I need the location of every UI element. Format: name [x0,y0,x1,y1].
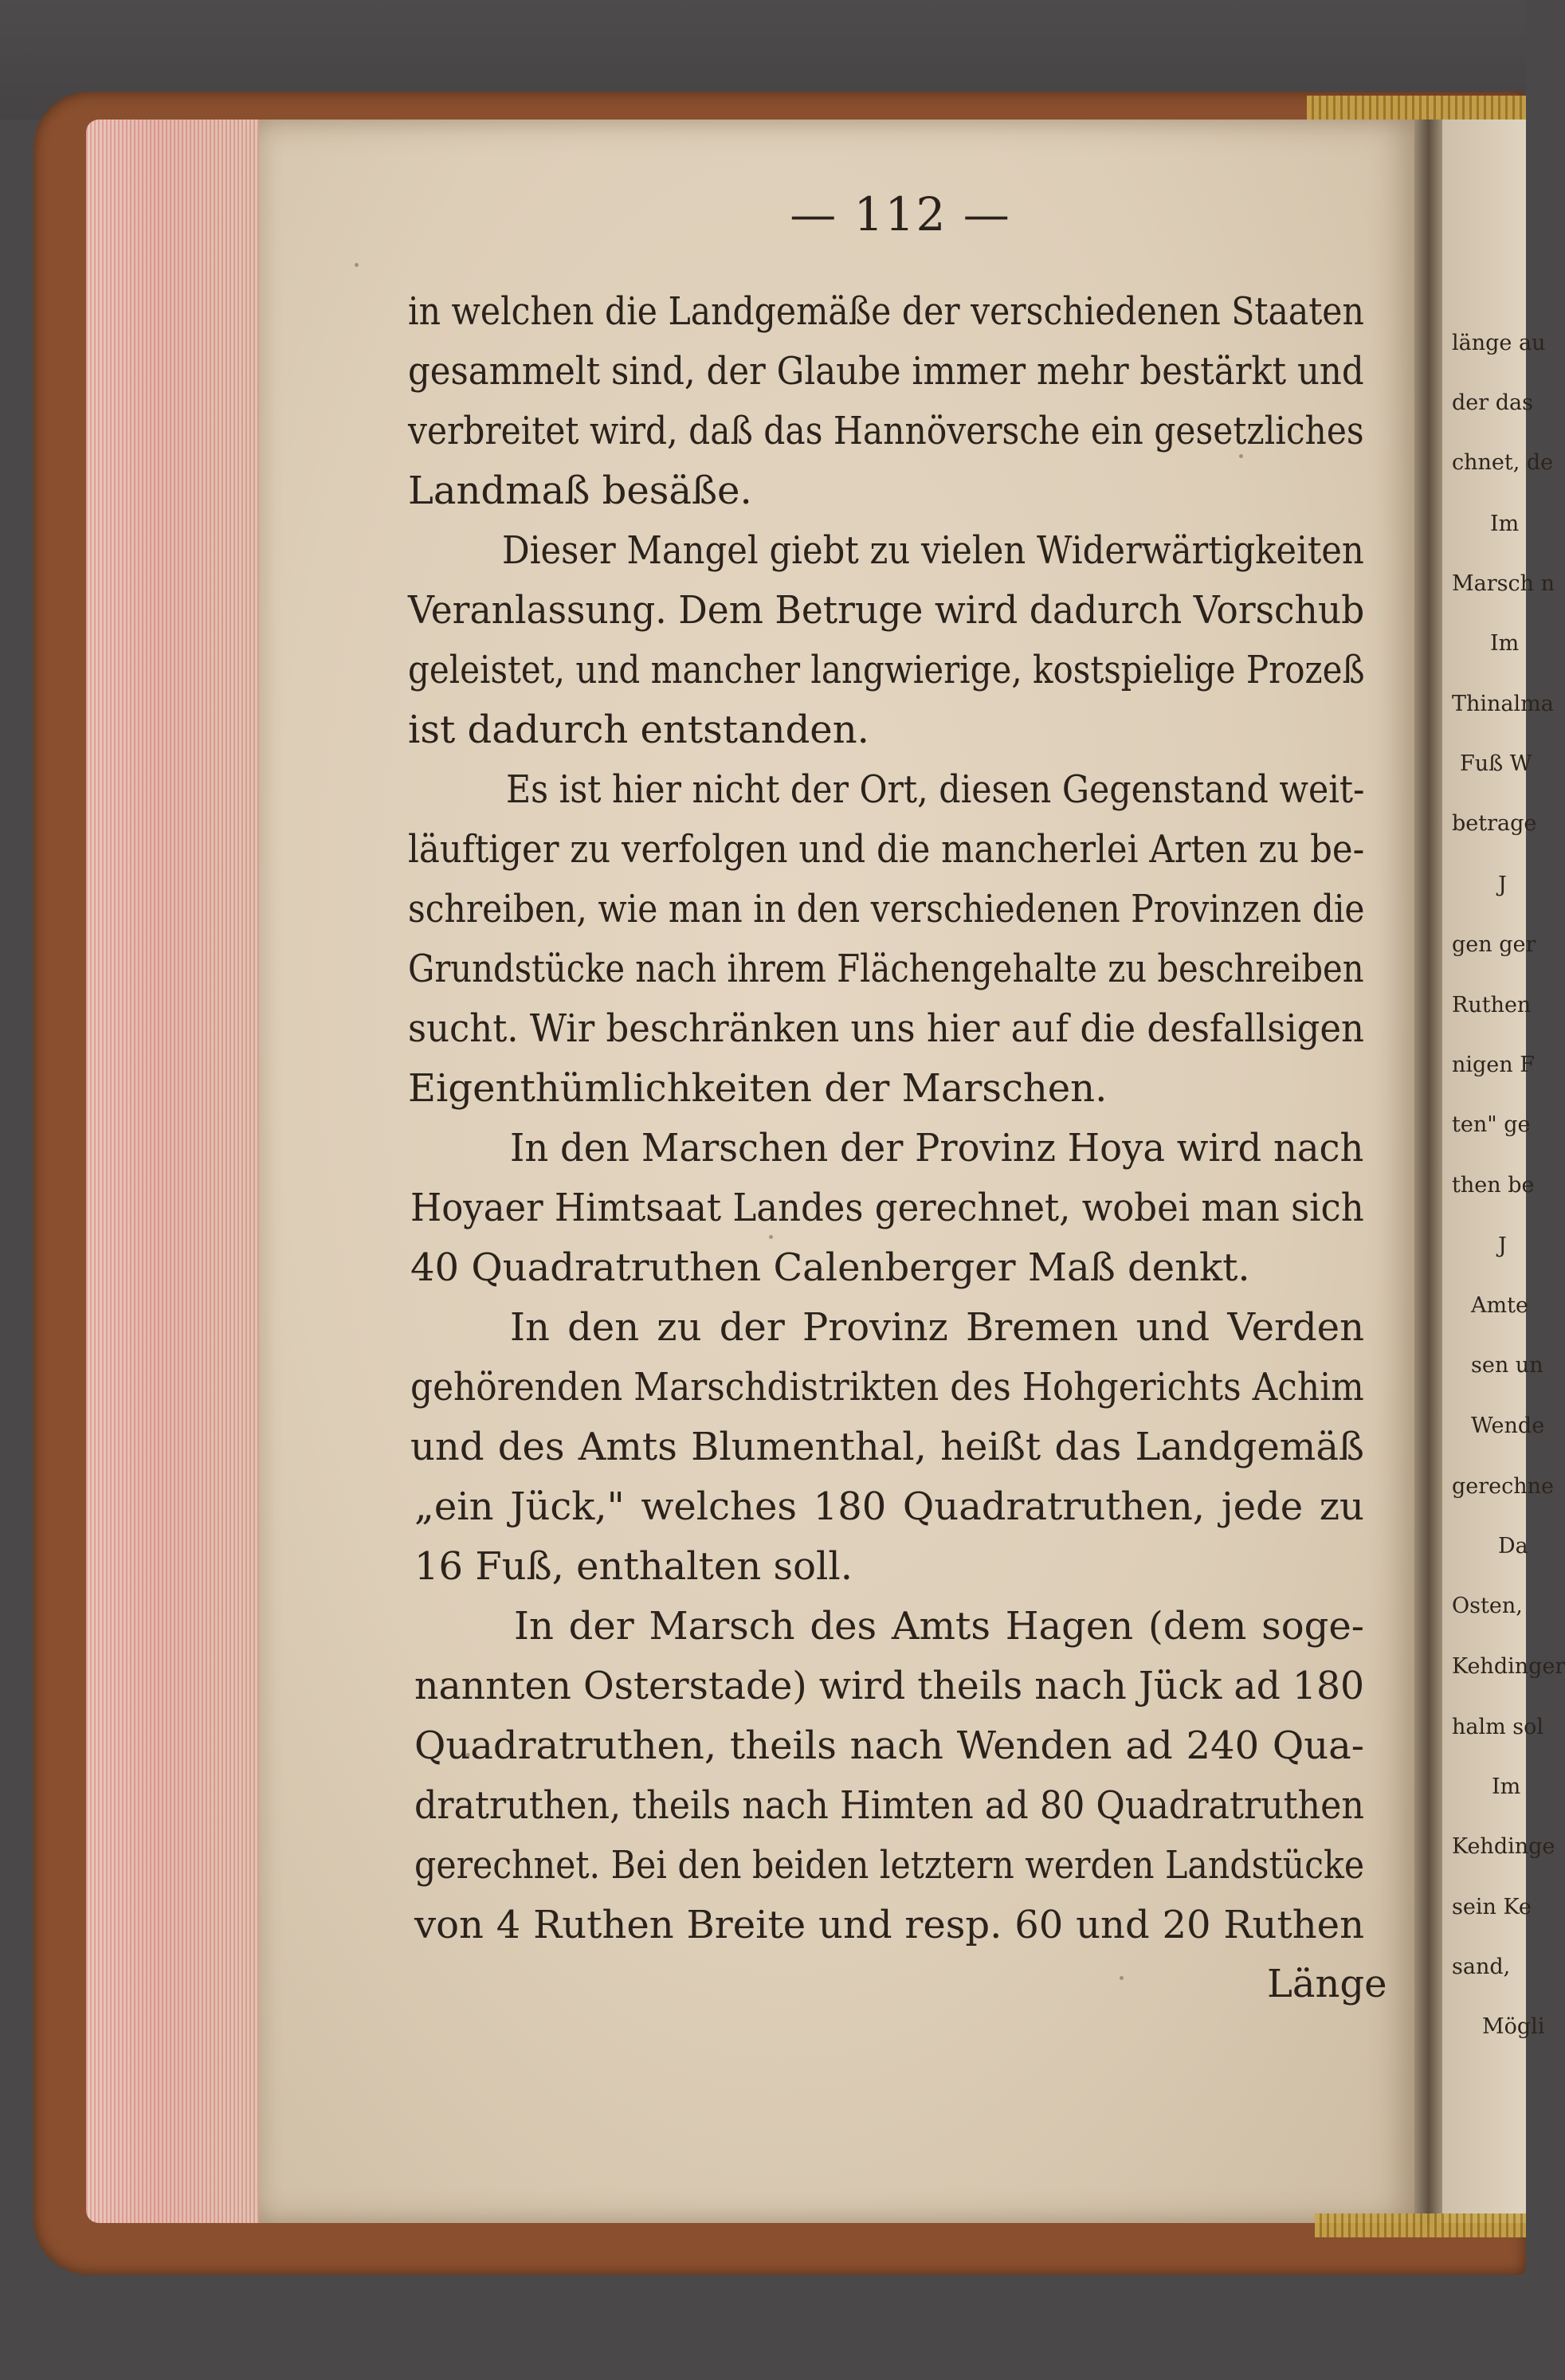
text-line: Hoyaer Himtsaat Landes gerechnet, wobei man sich [410,1186,1364,1230]
facing-fragment: nigen F [1452,1053,1535,1077]
facing-fragment: der das [1452,390,1533,415]
facing-fragment: Marsch n [1452,571,1555,596]
text-line: „ein Jück," welches 180 Quadratruthen, jede zu [414,1484,1364,1529]
page-edges [86,120,261,2223]
text-line: gerechnet. Bei den beiden letztern werden Landstücke [414,1843,1365,1888]
facing-fragment: chnet, de [1452,450,1554,475]
facing-fragment: Ruthen [1452,993,1532,1017]
facing-fragment: Im [1490,631,1520,656]
text-line: Landmaß besäße. [408,469,752,513]
facing-fragment: betrage [1452,811,1537,836]
catchword: Länge [1267,1962,1387,2006]
facing-fragment: sand, [1452,1955,1511,1979]
text-line: Es ist hier nicht der Ort, diesen Gegenstand weit- [506,767,1365,812]
facing-fragment: ten" ge [1452,1112,1531,1137]
facing-fragment: J [1498,1233,1507,1258]
text-line: gesammelt sind, der Glaube immer mehr bestärkt und [408,349,1364,394]
facing-fragment: gerechne [1452,1474,1555,1499]
facing-fragment: Mögli [1482,2014,1545,2039]
text-line: In der Marsch des Amts Hagen (dem soge- [514,1604,1364,1649]
facing-fragment: Fuß W [1460,751,1532,776]
text-line: Grundstücke nach ihrem Flächengehalte zu beschreiben [408,947,1364,991]
facing-fragment: halm sol [1452,1715,1544,1739]
text-line: nannten Osterstade) wird theils nach Jück ad 180 [414,1664,1365,1708]
facing-fragment: sein Ke [1452,1895,1532,1919]
facing-fragment: Osten, [1452,1594,1523,1618]
facing-fragment: gen ger [1452,932,1536,957]
text-line: in welchen die Landgemäße der verschiedenen Staaten [408,289,1364,334]
text-line: dratruthen, theils nach Himten ad 80 Quadratruthen [414,1783,1364,1828]
text-line: Veranlassung. Dem Betruge wird dadurch Vorschub [408,588,1365,633]
text-line: von 4 Ruthen Breite und resp. 60 und 20 Ruthen [414,1903,1364,1947]
facing-fragment: Im [1492,1774,1521,1799]
page-number: — 112 — [790,187,1011,241]
facing-fragment: sen un [1471,1353,1543,1378]
facing-fragment: Kehdinge [1452,1834,1555,1859]
text-line: In den Marschen der Provinz Hoya wird nach [510,1126,1364,1170]
facing-fragment: then be [1452,1173,1535,1198]
text-line: verbreitet wird, daß das Hannöversche ein gesetzliches [408,409,1364,453]
text-line: geleistet, und mancher langwierige, kostspielige Prozeß [408,648,1365,692]
text-line: gehörenden Marschdistrikten des Hohgerichts Achim [410,1365,1364,1410]
text-line: läuftiger zu verfolgen und die mancherlei Arten zu be- [408,827,1365,872]
facing-fragment: Im [1490,512,1520,536]
facing-fragment: Wende [1471,1413,1545,1438]
facing-page [1442,120,1565,2223]
text-line: 40 Quadratruthen Calenberger Maß denkt. [410,1245,1250,1290]
text-line: schreiben, wie man in den verschiedenen Provinzen die [408,887,1365,931]
facing-fragment: Thinalma [1452,692,1554,716]
bookmark-ribbon-bottom [1315,2213,1526,2237]
bookmark-ribbon-top [1307,96,1526,120]
facing-fragment: Da [1498,1534,1528,1559]
text-line: Eigenthümlichkeiten der Marschen. [408,1066,1108,1111]
facing-fragment: länge au [1452,331,1546,355]
text-line: Dieser Mangel giebt zu vielen Widerwärtigkeiten [502,528,1364,573]
text-line: In den zu der Provinz Bremen und Verden [510,1305,1365,1350]
text-line: Quadratruthen, theils nach Wenden ad 240 Qua- [414,1723,1365,1768]
facing-fragment: Kehdinger [1452,1654,1565,1679]
text-line: sucht. Wir beschränken uns hier auf die desfallsigen [408,1006,1364,1051]
text-line: 16 Fuß, enthalten soll. [414,1544,853,1589]
facing-fragment: J [1498,872,1507,897]
text-line: und des Amts Blumenthal, heißt das Landgemäß [410,1425,1364,1469]
page-gutter [1414,120,1443,2223]
text-line: ist dadurch entstanden. [408,708,869,752]
facing-fragment: Amte [1471,1293,1528,1318]
